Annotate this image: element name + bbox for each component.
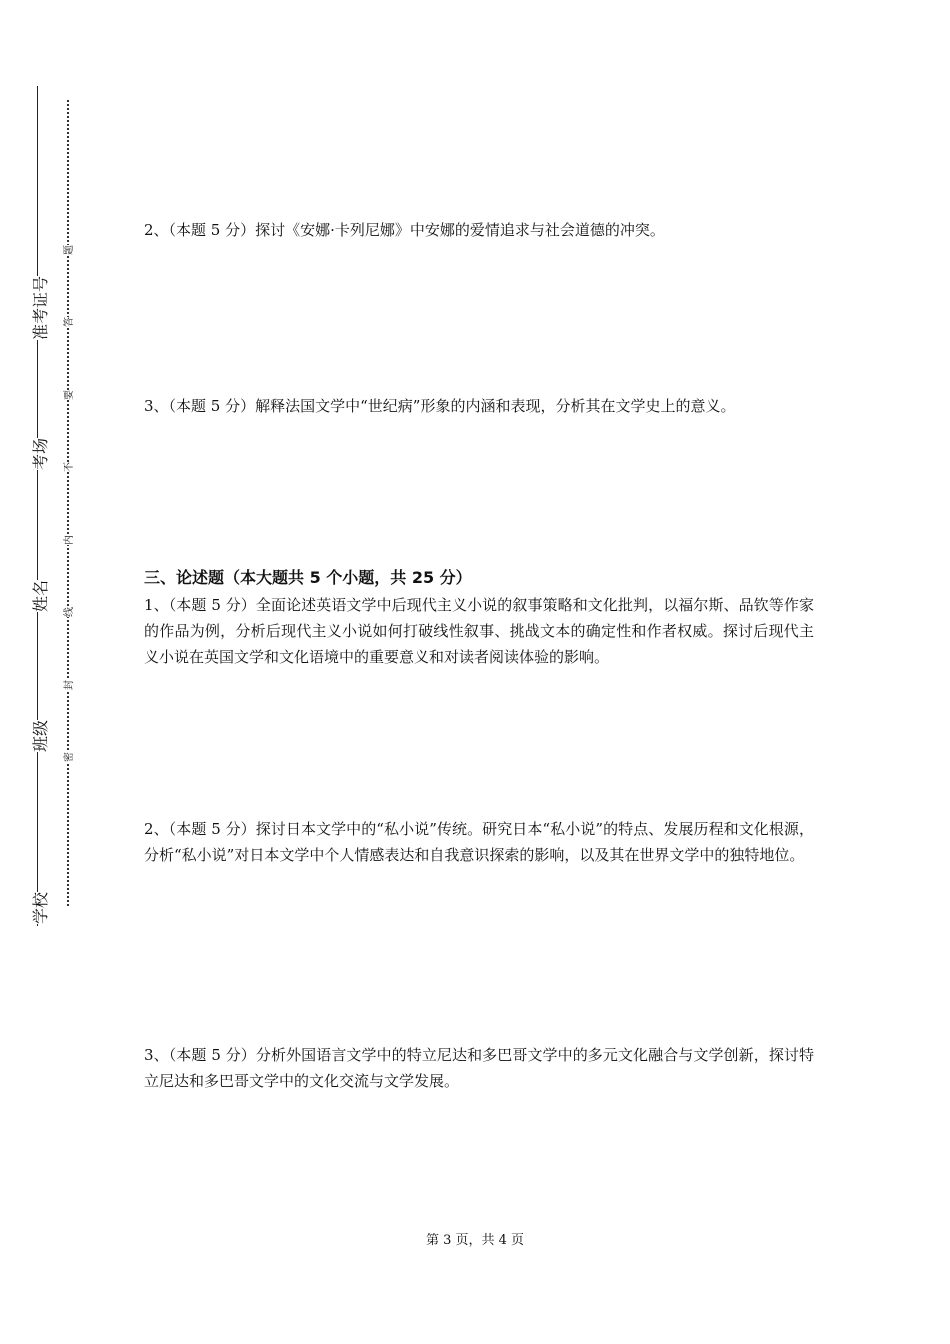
label-exam-number: 准考证号 (29, 276, 53, 340)
label-exam-room: 考场 (29, 438, 53, 470)
seal-dotted-line (67, 100, 69, 906)
page-number: 第 3 页，共 4 页 (425, 1233, 525, 1248)
seal-word: 线 (62, 607, 78, 617)
label-name: 姓名 (29, 580, 53, 612)
essay-question-1: 1、（本题 5 分）全面论述英语文学中后现代主义小说的叙事策略和文化批判，以福尔斯、品钦等作家的作品为例，分析后现代主义小说如何打破线性叙事、挑战文本的确定性和作者权威。探讨后现代主义小说在英国文学和文化语境中的重要意义和对读者阅读体验的影响。 (144, 596, 814, 666)
seal-word: 内 (62, 535, 78, 545)
seal-word: 密 (62, 752, 78, 762)
essay-question-2: 2、（本题 5 分）探讨日本文学中的“私小说”传统。研究日本“私小说”的特点、发展历程和文化根源，分析“私小说”对日本文学中个人情感表达和自我意识探索的影响，以及其在世界文学中的独特地位。 (144, 820, 814, 864)
question-3: 3、（本题 5 分）解释法国文学中“世纪病”形象的内涵和表现，分析其在文学史上的意义。 (144, 397, 736, 415)
seal-word: 不 (62, 462, 78, 472)
essay-question-3: 3、（本题 5 分）分析外国语言文学中的特立尼达和多巴哥文学中的多元文化融合与文学创新，探讨特立尼达和多巴哥文学中的文化交流与文学发展。 (144, 1046, 814, 1090)
binding-line (37, 86, 38, 926)
label-class: 班级 (29, 720, 53, 752)
question-2: 2、（本题 5 分）探讨《安娜·卡列尼娜》中安娜的爱情追求与社会道德的冲突。 (144, 221, 665, 239)
seal-word: 题 (62, 245, 78, 255)
label-school: 学校 (29, 892, 53, 924)
section-3-title: 三、论述题（本大题共 5 个小题，共 25 分） (144, 568, 472, 587)
seal-word: 答 (62, 317, 78, 327)
seal-word: 要 (62, 390, 78, 400)
seal-word: 封 (62, 680, 78, 690)
